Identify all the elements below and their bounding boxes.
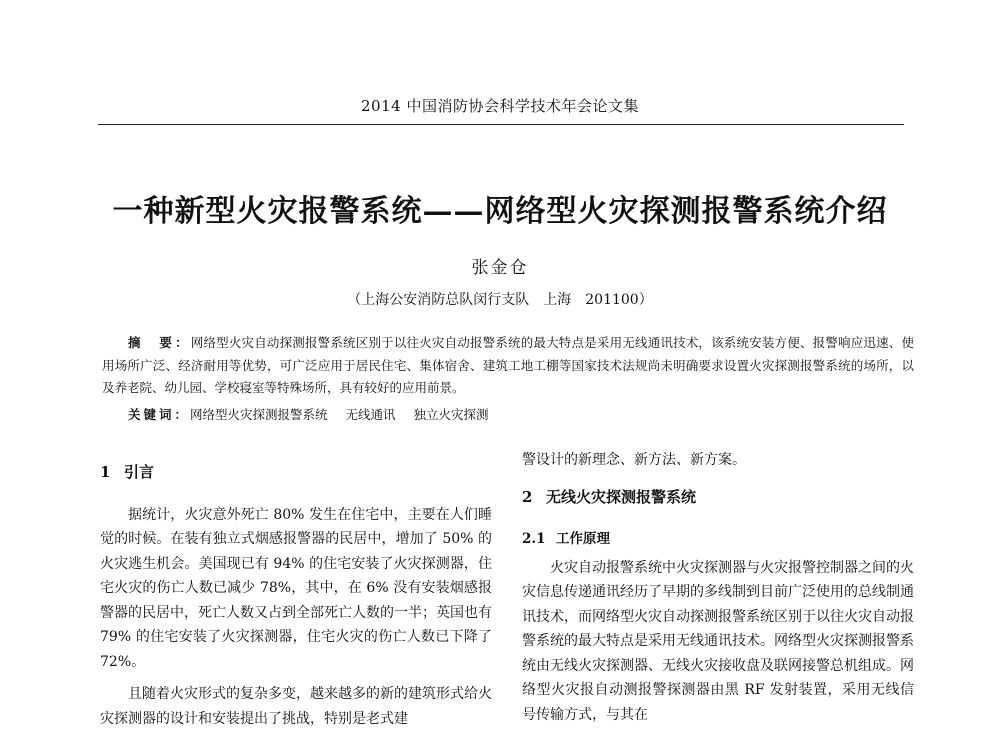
abstract-text: 网络型火灾自动探测报警系统区别于以往火灾自动报警系统的最大特点是采用无线通讯技术，该系统安装方便、报警响应迅速、使用场所广泛、经济耐用等优势，可广泛应用于居民住宅、集体宿舍、建筑工地工棚等国家技术法规尚未明确要求设置火灾探测报警系统的场所，以及养老院、幼儿园、学校寝室等特殊场所，具有较好的应用前景。	[102, 335, 914, 395]
keyword-item: 独立火灾探测	[413, 407, 489, 422]
right-column	[522, 448, 914, 735]
section-heading	[522, 485, 914, 510]
running-header: 2014 中国消防协会科学技术年会论文集	[361, 97, 639, 115]
continued-paragraph: 警设计的新理念、新方法、新方案。	[522, 452, 746, 468]
abstract	[102, 332, 914, 400]
article-title: 一种新型火灾报警系统——网络型火灾探测报警系统介绍	[112, 194, 888, 229]
section-title: 引言	[124, 463, 155, 481]
header-rule	[98, 124, 904, 125]
article-author: 张金仓	[471, 258, 529, 278]
keyword-item: 网络型火灾探测报警系统	[190, 407, 328, 422]
abstract-label: 摘 要：	[128, 335, 191, 350]
section-title: 无线火灾探测报警系统	[546, 487, 697, 506]
article-affiliation: （上海公安消防总队闵行支队 上海 201100）	[347, 292, 653, 308]
left-column	[100, 448, 492, 739]
body-paragraph: 且随着火灾形式的复杂多变，越来越多的新的建筑形式给火灾探测器的设计和安装提出了挑战，特别是老式建	[100, 686, 492, 727]
keyword-item: 无线通讯	[345, 407, 396, 422]
keywords	[128, 404, 908, 426]
section-heading	[100, 460, 492, 485]
keywords-label: 关键词：	[128, 407, 191, 422]
subsection-number: 2.1	[522, 531, 546, 547]
section-number: 1	[100, 463, 111, 481]
body-paragraph: 火灾自动报警系统中火灾探测器与火灾报警控制器之间的火灾信息传递通讯经历了早期的多线制到目前广泛使用的总线制通讯技术，而网络型火灾自动探测报警系统区别于以往火灾自动报警系统的最大特点是采用无线通讯技术。网络型火灾探测报警系统由无线火灾探测器、无线火灾接收盘及联网接警总机组成。网络型火灾报自动测报警探测器由黑 RF 发射装置，采用无线信号传输方式，与其在	[522, 559, 914, 723]
section-number: 2	[522, 487, 533, 506]
subsection-title: 工作原理	[556, 531, 610, 547]
body-paragraph: 据统计，火灾意外死亡 80% 发生在住宅中，主要在人们睡觉的时候。在装有独立式烟感报警器的民居中，增加了 50% 的火灾逃生机会。美国现已有 94% 的住宅安装了火灾探测器，住宅火灾的伤亡人数已减少 78%，其中，在 6% 没有安装烟感报警器的民居中，死亡人数又占到全部死亡人数的一半；英国也有 79% 的住宅安装了火灾探测器，住宅火灾的伤亡人数已下降了 72%。	[100, 506, 492, 670]
subsection-heading	[522, 527, 914, 552]
